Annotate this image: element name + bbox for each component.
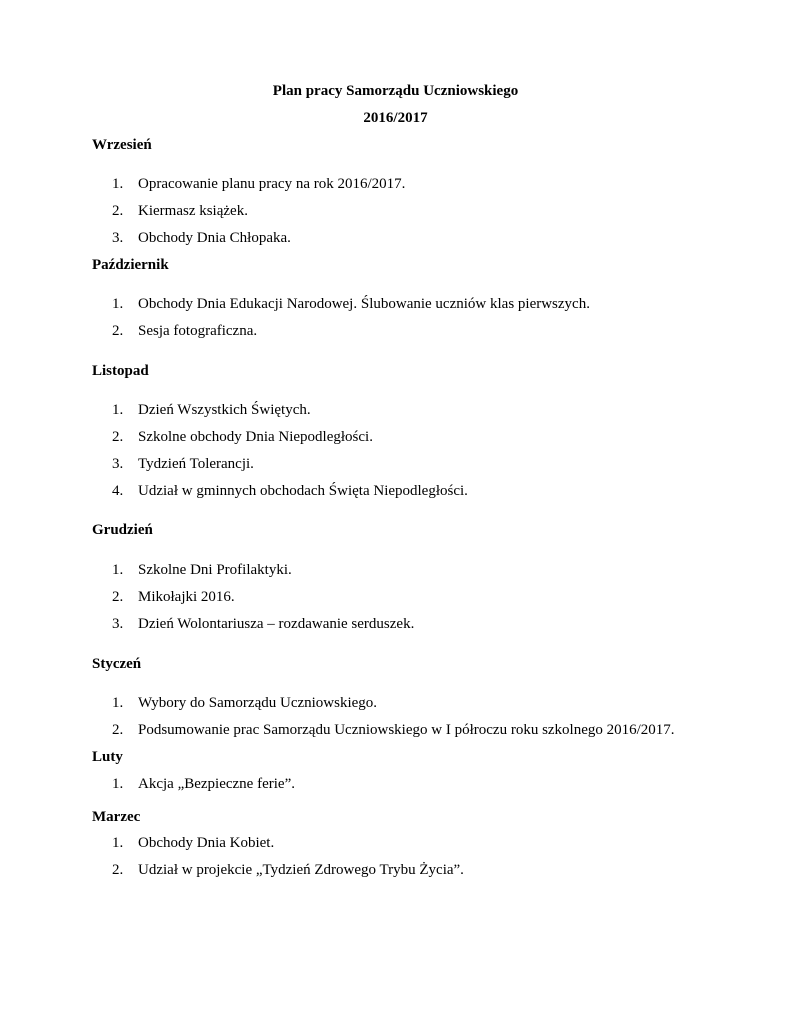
- month-heading-luty: Luty: [92, 749, 123, 765]
- list-item-text: Opracowanie planu pracy na rok 2016/2017.: [138, 176, 406, 192]
- month-heading-marzec: Marzec: [92, 809, 141, 825]
- month-heading-grudzien: Grudzień: [92, 522, 153, 538]
- list-item-number: 1.: [112, 562, 124, 578]
- list-item-text: Szkolne Dni Profilaktyki.: [138, 562, 292, 578]
- list-item-number: 2.: [112, 862, 124, 878]
- list-item-number: 1.: [112, 776, 124, 792]
- list-item-text: Obchody Dnia Edukacji Narodowej. Ślubowanie uczniów klas pierwszych.: [138, 296, 590, 312]
- month-heading-pazdziernik: Październik: [92, 257, 169, 273]
- list-item-text: Dzień Wszystkich Świętych.: [138, 402, 311, 418]
- list-item-text: Udział w gminnych obchodach Święta Niepodległości.: [138, 483, 468, 499]
- list-item-number: 3.: [112, 456, 124, 472]
- list-item-number: 1.: [112, 176, 124, 192]
- list-item-text: Kiermasz książek.: [138, 203, 248, 219]
- list-item-number: 4.: [112, 483, 124, 499]
- list-item-text: Wybory do Samorządu Uczniowskiego.: [138, 695, 378, 711]
- list-item-number: 2.: [112, 589, 124, 605]
- list-item-text: Udział w projekcie „Tydzień Zdrowego Trybu Życia”.: [138, 862, 464, 878]
- list-item-text: Szkolne obchody Dnia Niepodległości.: [138, 429, 373, 445]
- list-item-number: 2.: [112, 722, 124, 738]
- month-heading-listopad: Listopad: [92, 363, 149, 379]
- month-heading-wrzesien: Wrzesień: [92, 137, 152, 153]
- list-item-text: Dzień Wolontariusza – rozdawanie serduszek.: [138, 616, 415, 632]
- list-item-text: Sesja fotograficzna.: [138, 323, 258, 339]
- list-item-number: 2.: [112, 203, 124, 219]
- list-item-number: 2.: [112, 429, 124, 445]
- document-year: 2016/2017: [363, 110, 428, 126]
- month-heading-styczen: Styczeń: [92, 656, 142, 672]
- list-item-number: 1.: [112, 402, 124, 418]
- list-item-text: Obchody Dnia Chłopaka.: [138, 230, 291, 246]
- list-item-number: 1.: [112, 695, 124, 711]
- list-item-number: 1.: [112, 835, 124, 851]
- list-item-text: Tydzień Tolerancji.: [138, 456, 254, 472]
- document-title: Plan pracy Samorządu Uczniowskiego: [272, 83, 519, 99]
- list-item-number: 2.: [112, 323, 124, 339]
- list-item-text: Podsumowanie prac Samorządu Uczniowskiego w I półroczu roku szkolnego 2016/2017.: [138, 722, 675, 738]
- list-item-number: 1.: [112, 296, 124, 312]
- list-item-text: Akcja „Bezpieczne ferie”.: [138, 776, 295, 792]
- list-item-text: Obchody Dnia Kobiet.: [138, 835, 275, 851]
- list-item-number: 3.: [112, 616, 124, 632]
- list-item-number: 3.: [112, 230, 124, 246]
- list-item-text: Mikołajki 2016.: [138, 589, 235, 605]
